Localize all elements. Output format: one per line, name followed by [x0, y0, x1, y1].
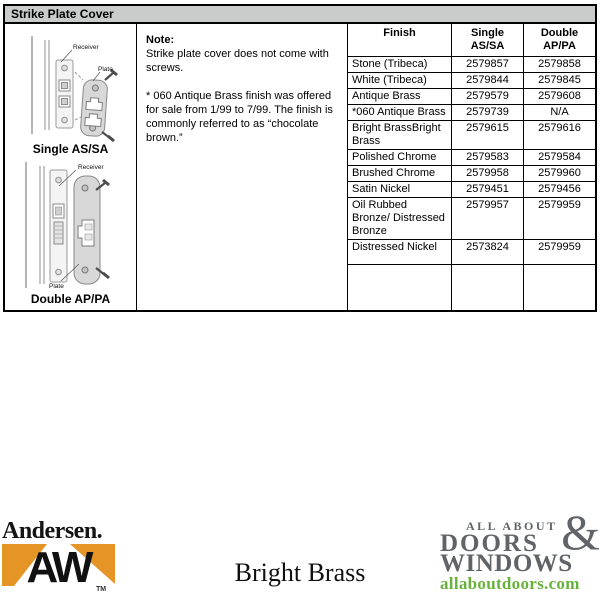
aadw-line-windows: WINDOWS — [440, 550, 573, 577]
single-strike-plate-figure — [5, 30, 136, 156]
cell-finish: Brushed Chrome — [348, 166, 452, 181]
note-column — [137, 24, 348, 310]
cell-double-ap-pa: 2579616 — [538, 122, 581, 134]
single-strike-plate-illustration — [12, 30, 130, 142]
cell-finish: Satin Nickel — [348, 182, 452, 197]
single-as-sa-caption: Single AS/SA — [32, 142, 109, 156]
table-row — [348, 240, 595, 265]
aw-letters: AW — [26, 544, 90, 592]
table-row — [348, 105, 595, 121]
double-strike-plate-illustration — [12, 158, 130, 292]
andersen-wordmark: Andersen. — [2, 518, 103, 544]
receiver-label: Receiver — [72, 44, 99, 51]
finish-table-body — [348, 57, 595, 265]
note-paragraph-2: * 060 Antique Brass finish was offered for sale from 1/99 to 7/99. The finish is commonly referred to as “chocolate brown.” — [146, 90, 333, 144]
cell-finish: Bright BrassBright Brass — [348, 121, 452, 149]
cell-finish: Antique Brass — [348, 89, 452, 104]
strike-plate-cover-shape — [74, 176, 100, 284]
aadw-url: allaboutdoors.com — [440, 574, 580, 593]
aadw-line-doors: DOORS — [440, 530, 539, 557]
plate-label: Plate — [97, 66, 113, 73]
cell-single-as-sa: 2579583 — [452, 150, 524, 165]
ampersand-glyph: & — [561, 504, 600, 560]
page-title: Strike Plate Cover — [3, 4, 597, 24]
cell-double-ap-pa: 2579584 — [538, 151, 581, 163]
finish-name-caption: Bright Brass — [234, 558, 366, 587]
all-about-doors-windows-logo — [440, 504, 600, 593]
aadw-line-all-about: ALL ABOUT — [466, 519, 558, 533]
cell-double-ap-pa: 2579960 — [538, 167, 581, 179]
table-row — [348, 166, 595, 182]
cell-double-ap-pa: 2579959 — [538, 241, 581, 253]
cell-finish: Stone (Tribeca) — [348, 57, 452, 72]
table-row — [348, 198, 595, 240]
header-single-as-sa: Single AS/SA — [452, 24, 524, 56]
cell-single-as-sa: 2579957 — [452, 198, 524, 239]
double-ap-pa-caption: Double AP/PA — [30, 292, 111, 306]
cell-finish: Distressed Nickel — [348, 240, 452, 264]
table-row — [348, 73, 595, 89]
header-double-ap-pa: Double AP/PA — [540, 27, 579, 52]
note-heading: Note: — [146, 34, 175, 46]
plate-label: Plate — [48, 283, 64, 290]
table-row — [348, 150, 595, 166]
table-header-row — [348, 24, 595, 57]
strike-plate-cover-shape — [80, 79, 108, 137]
double-strike-plate-figure — [5, 158, 136, 306]
cell-single-as-sa: 2579579 — [452, 89, 524, 104]
document-sheet — [3, 4, 597, 312]
cell-single-as-sa: 2579739 — [452, 105, 524, 120]
cell-finish: Oil Rubbed Bronze/ Distressed Bronze — [348, 198, 452, 239]
cell-single-as-sa: 2579451 — [452, 182, 524, 197]
table-row — [348, 57, 595, 73]
cell-double-ap-pa: 2579608 — [538, 90, 581, 102]
cell-double-ap-pa: N/A — [550, 106, 569, 118]
cell-double-ap-pa: 2579456 — [538, 183, 581, 195]
cell-double-ap-pa: 2579959 — [538, 199, 581, 211]
cell-single-as-sa: 2579615 — [452, 121, 524, 149]
table-filler-row — [348, 265, 595, 310]
table-row — [348, 89, 595, 105]
cell-finish: White (Tribeca) — [348, 73, 452, 88]
cell-single-as-sa: 2579958 — [452, 166, 524, 181]
cell-double-ap-pa: 2579845 — [538, 74, 581, 86]
cell-finish: Polished Chrome — [348, 150, 452, 165]
table-row — [348, 121, 595, 150]
receiver-label: Receiver — [77, 164, 104, 171]
header-finish: Finish — [348, 24, 452, 56]
cell-single-as-sa: 2579844 — [452, 73, 524, 88]
cell-single-as-sa: 2579857 — [452, 57, 524, 72]
table-row — [348, 182, 595, 198]
content-box — [3, 24, 597, 312]
diagrams-column — [5, 24, 137, 310]
cell-double-ap-pa: 2579858 — [538, 58, 581, 70]
tm-mark: TM — [96, 586, 107, 592]
cell-single-as-sa: 2573824 — [452, 240, 524, 264]
cell-finish: *060 Antique Brass — [348, 105, 452, 120]
note-paragraph-1: Strike plate cover does not come with screws. — [146, 48, 329, 74]
finish-table — [348, 24, 595, 310]
